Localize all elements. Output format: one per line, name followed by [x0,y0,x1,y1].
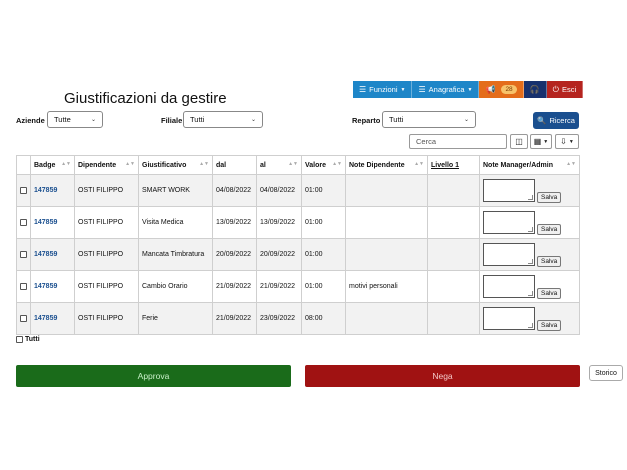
row-checkbox[interactable] [20,251,27,258]
dipendente-cell: OSTI FILIPPO [75,175,139,207]
dipendente-cell: OSTI FILIPPO [75,207,139,239]
valore-cell: 01:00 [302,239,346,271]
giustificativo-cell: Mancata Timbratura [139,239,213,271]
al-cell: 13/09/2022 [257,207,302,239]
dal-cell: 13/09/2022 [213,207,257,239]
salva-button[interactable]: Salva [537,288,561,299]
dipendente-cell: OSTI FILIPPO [75,303,139,335]
funzioni-label: Funzioni [369,85,398,94]
header-dal[interactable] [213,156,257,175]
header-note-manager[interactable] [480,156,580,175]
columns-toggle-button[interactable] [510,134,528,149]
chevron-down-icon: ⌄ [90,117,96,123]
header-label: Note Manager/Admin [483,161,554,169]
row-checkbox[interactable] [20,219,27,226]
sort-icon: ▲▼ [61,161,71,167]
note-dipendente-cell [346,303,428,335]
livello-1-cell [428,271,480,303]
sort-icon: ▲▼ [125,161,135,167]
header-label: Giustificativo [142,161,187,169]
filiale-select-value: Tutti [190,115,205,124]
dal-cell: 21/09/2022 [213,303,257,335]
chevron-down-icon: ⌄ [463,117,469,123]
list-icon: ☰ [359,85,367,94]
sort-icon: ▲▼ [414,161,424,167]
cerca-placeholder: Cerca [416,137,437,146]
anagrafica-menu-button[interactable] [412,81,479,98]
valore-cell: 01:00 [302,175,346,207]
header-badge[interactable] [31,156,75,175]
table-row [17,239,580,271]
sort-icon: ▲▼ [566,161,576,167]
badge-link[interactable]: 147859 [34,283,58,290]
badge-link[interactable]: 147859 [34,251,58,258]
salva-button[interactable]: Salva [537,256,561,267]
sort-icon: ▲▼ [332,161,342,167]
al-cell: 21/09/2022 [257,271,302,303]
table-row [17,303,580,335]
valore-cell: 01:00 [302,271,346,303]
header-label: Livello 1 [431,161,460,169]
table-row [17,271,580,303]
header-label: Badge [34,161,56,169]
header-valore[interactable] [302,156,346,175]
row-checkbox[interactable] [20,283,27,290]
reparto-label: Reparto [352,116,381,125]
dal-cell: 20/09/2022 [213,239,257,271]
header-livello-1[interactable] [428,156,480,175]
salva-button[interactable]: Salva [537,224,561,235]
notifications-badge: 28 [501,85,516,94]
livello-1-cell [428,175,480,207]
dal-cell: 04/08/2022 [213,175,257,207]
livello-1-cell [428,303,480,335]
export-button[interactable] [555,134,579,149]
caret-down-icon: ▼ [543,138,549,145]
approva-button[interactable]: Approva [16,365,291,387]
header-dipendente[interactable] [75,156,139,175]
salva-button[interactable]: Salva [537,192,561,203]
note-dipendente-cell [346,239,428,271]
funzioni-menu-button[interactable] [353,81,412,98]
storico-button[interactable]: Storico [589,365,623,381]
grid-icon: ▦ [533,137,542,146]
caret-down-icon: ▼ [467,86,473,93]
valore-cell: 08:00 [302,303,346,335]
livello-1-cell [428,239,480,271]
giustificativo-cell: Visita Medica [139,207,213,239]
al-cell: 23/09/2022 [257,303,302,335]
manager-note-textarea[interactable] [483,307,535,330]
note-dipendente-cell [346,207,428,239]
header-label: Valore [305,161,327,169]
header-label: Note Dipendente [349,161,405,169]
top-nav [353,81,583,98]
dipendente-cell: OSTI FILIPPO [75,239,139,271]
filiale-label: Filiale [161,116,183,125]
megaphone-icon: 📢 [485,85,496,94]
table-header-row [17,156,580,175]
logout-label: Esci [561,85,577,94]
header-note-dipendente[interactable] [346,156,428,175]
giustificativo-cell: Cambio Orario [139,271,213,303]
header-label: Dipendente [78,161,117,169]
header-select [17,156,31,175]
header-label: dal [216,161,227,169]
grid-view-button[interactable] [530,134,552,149]
badge-link[interactable]: 147859 [34,187,58,194]
header-giustificativo[interactable] [139,156,213,175]
select-all[interactable] [16,336,40,343]
row-checkbox[interactable] [20,315,27,322]
justifications-table [16,155,580,335]
dipendente-cell: OSTI FILIPPO [75,271,139,303]
sort-icon: ▲▼ [199,161,209,167]
manager-note-textarea[interactable] [483,211,535,234]
aziende-label: Aziende [16,116,45,125]
search-button[interactable] [533,112,579,129]
aziende-select-value: Tutte [54,115,71,124]
notifications-button[interactable] [479,81,523,98]
table-row [17,207,580,239]
nega-button[interactable]: Nega [305,365,580,387]
aziende-select[interactable] [47,111,103,128]
header-al[interactable] [257,156,302,175]
cerca-input[interactable] [409,134,507,149]
headset-icon: 🎧 [529,85,540,94]
table-row [17,175,580,207]
al-cell: 04/08/2022 [257,175,302,207]
manager-note-textarea[interactable] [483,243,535,266]
al-cell: 20/09/2022 [257,239,302,271]
select-all-label: Tutti [25,336,40,343]
chevron-down-icon: ⌄ [250,117,256,123]
search-icon: 🔍 [537,116,547,125]
manager-note-textarea[interactable] [483,179,535,202]
search-button-label: Ricerca [549,116,575,125]
badge-link[interactable]: 147859 [34,219,58,226]
giustificativo-cell: Ferie [139,303,213,335]
anagrafica-label: Anagrafica [428,85,465,94]
giustificativo-cell: SMART WORK [139,175,213,207]
columns-icon: ◫ [515,137,523,146]
note-dipendente-cell: motivi personali [346,271,428,303]
row-checkbox[interactable] [20,187,27,194]
note-dipendente-cell [346,175,428,207]
select-all-checkbox[interactable] [16,336,23,343]
caret-down-icon: ▼ [400,86,406,93]
salva-button[interactable]: Salva [537,320,561,331]
logout-button[interactable] [547,81,584,98]
caret-down-icon: ▼ [568,138,574,145]
page-title: Giustificazioni da gestire [64,90,227,107]
manager-note-textarea[interactable] [483,275,535,298]
dal-cell: 21/09/2022 [213,271,257,303]
sort-icon: ▲▼ [288,161,298,167]
livello-1-cell [428,207,480,239]
filiale-select[interactable] [183,111,263,128]
support-button[interactable] [524,81,547,98]
valore-cell: 01:00 [302,207,346,239]
badge-link[interactable]: 147859 [34,315,58,322]
list-icon: ☰ [418,85,426,94]
reparto-select[interactable] [382,111,476,128]
download-icon: ⇩ [560,137,567,146]
power-icon: ⏻ [552,84,559,94]
header-label: al [260,161,266,169]
reparto-select-value: Tutti [389,115,404,124]
